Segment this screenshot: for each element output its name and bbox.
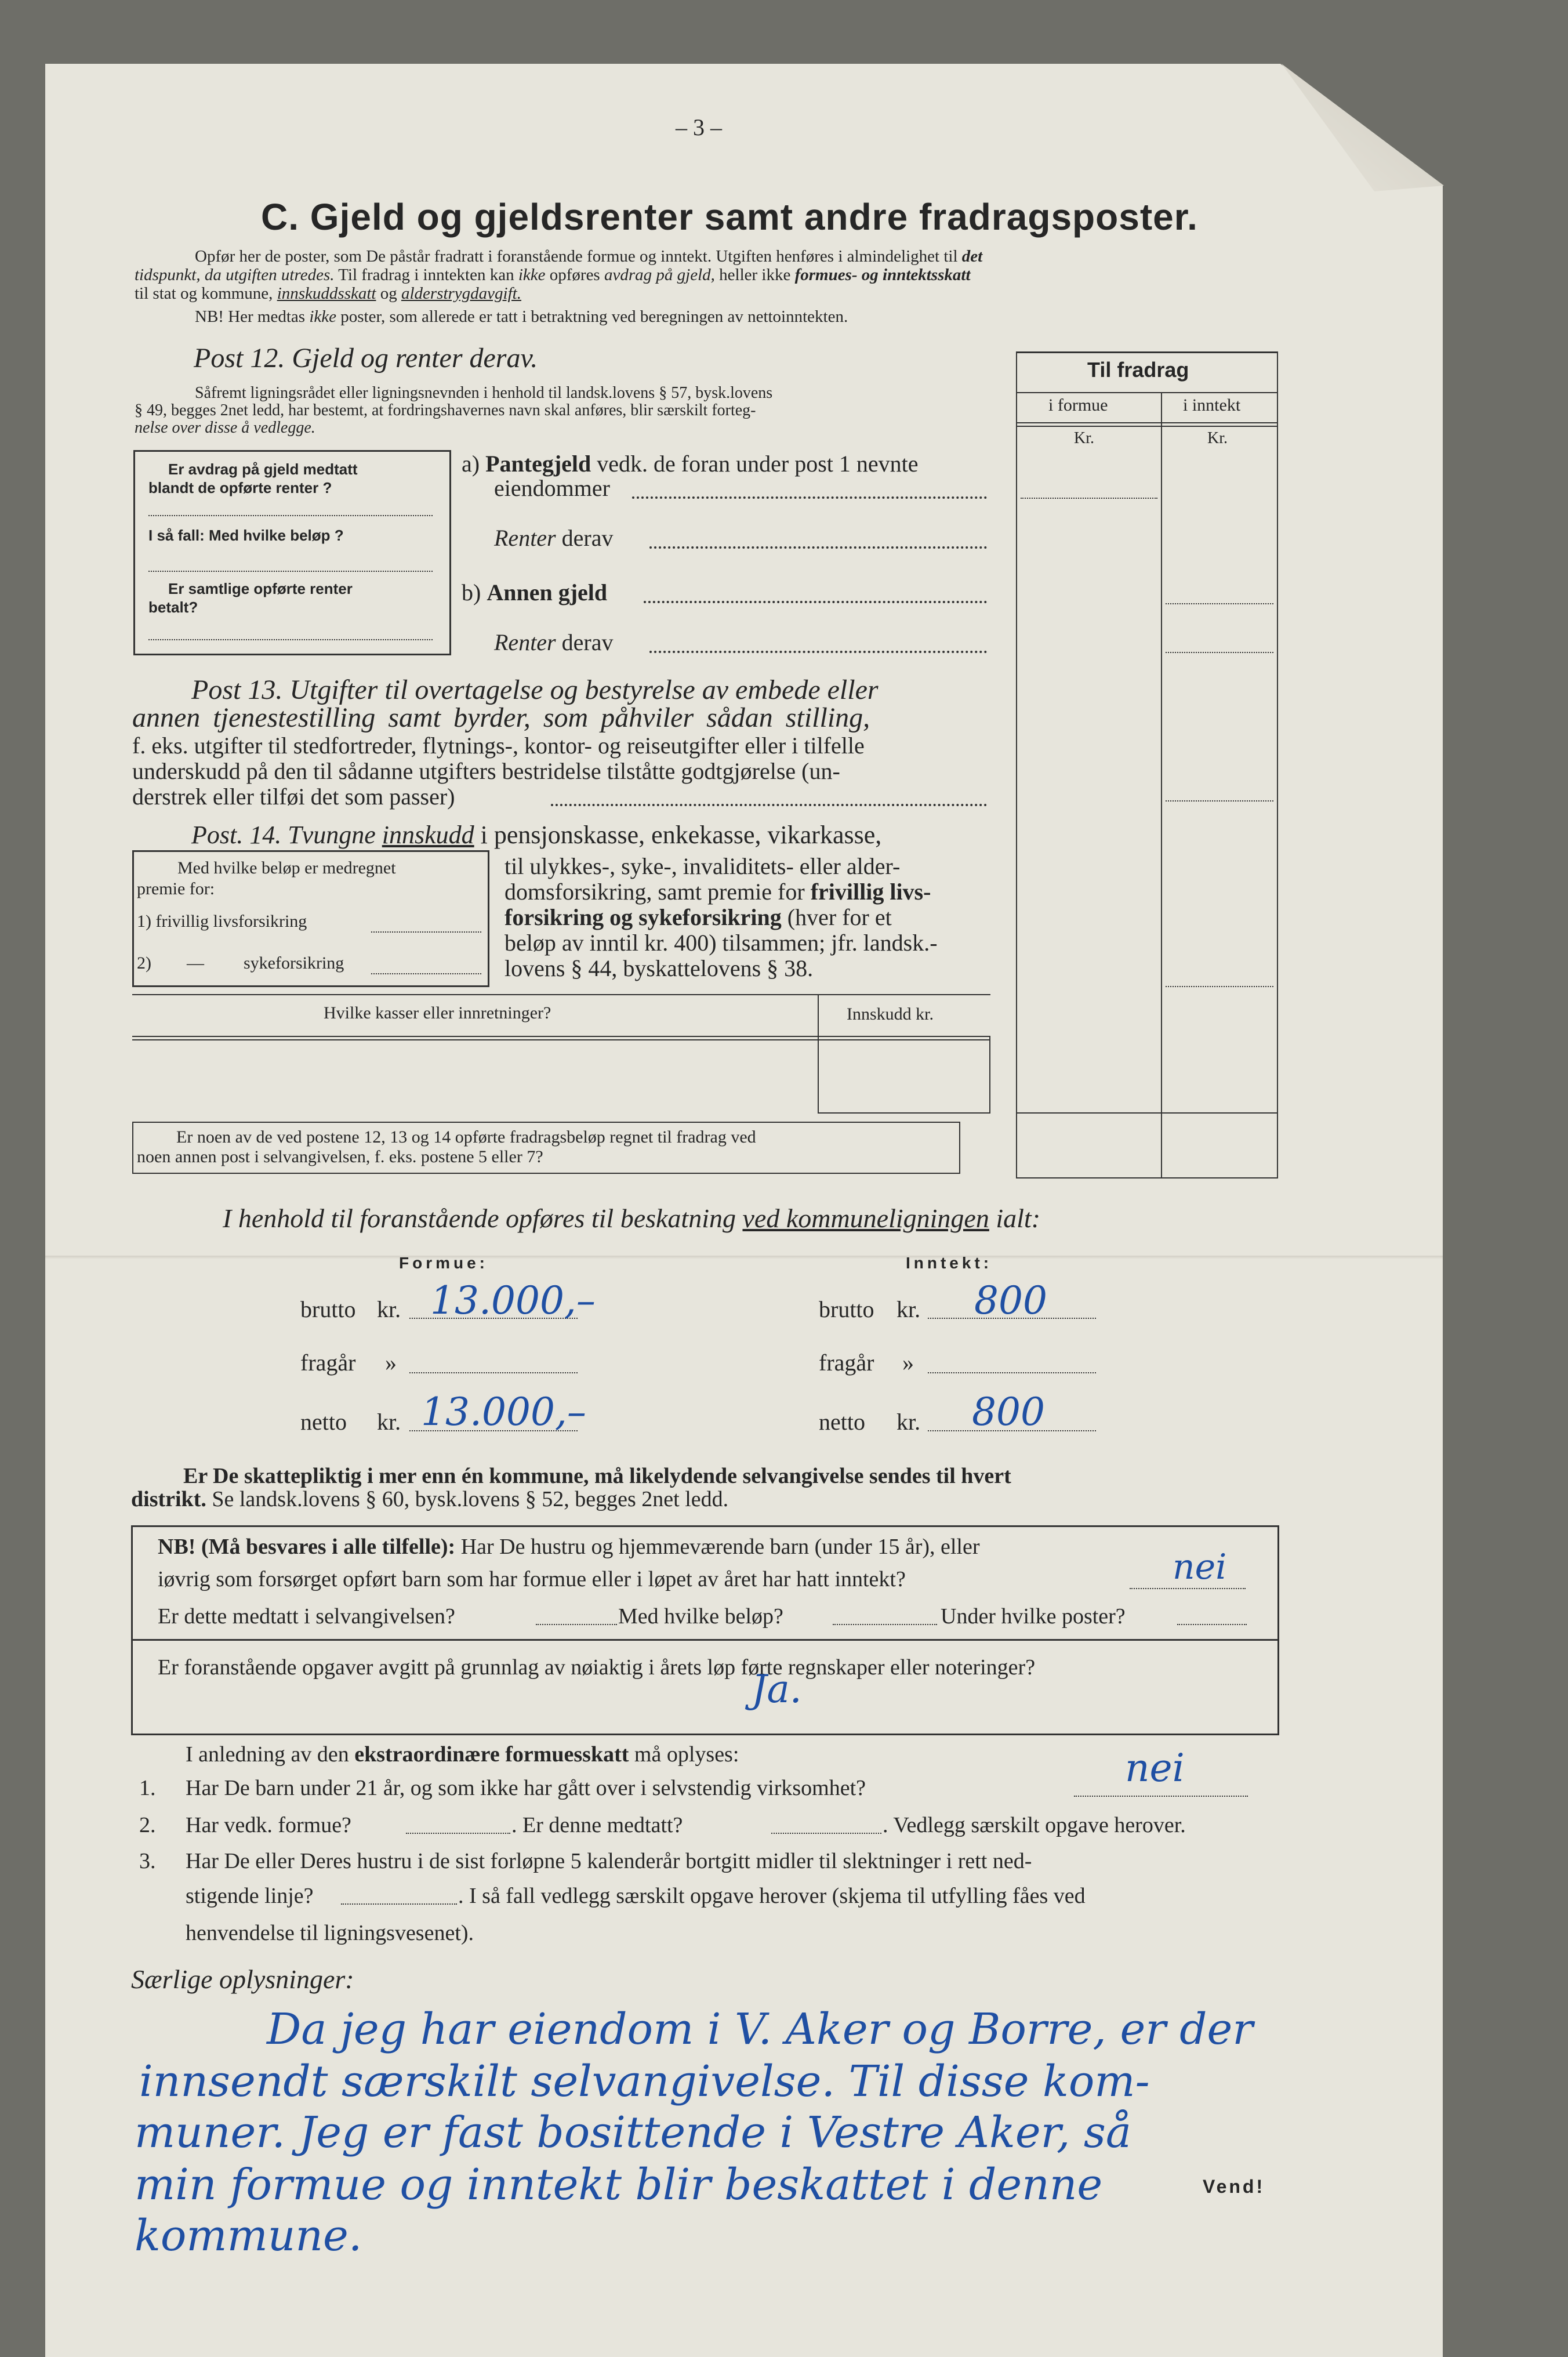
post12-a-line-2: eiendommer	[494, 475, 610, 501]
ekstra-intro: I anledning av den ekstraordinære formuesskatt må oplyses:	[186, 1742, 739, 1767]
formue-fragar-line	[409, 1372, 578, 1373]
col-formue-unit: Kr.	[1074, 429, 1094, 447]
inntekt-netto-label: netto	[819, 1409, 865, 1435]
table-top-rule	[1016, 351, 1278, 353]
inntekt-fragar-line	[928, 1372, 1096, 1373]
nb-line-1: NB! (Må besvares i alle tilfelle): Har De hustru og hjemmeværende barn (under 15 år), eller	[158, 1535, 980, 1559]
q-renter-answer-line	[148, 639, 433, 640]
table-subheader-rule-2	[1016, 426, 1278, 427]
premium-item-2-line	[371, 973, 481, 974]
formue-netto-label: netto	[300, 1409, 347, 1435]
handwritten-line-1: Da jeg har eiendom i V. Aker og Borre, er der	[267, 2004, 1253, 2054]
premium-item-2-num: 2)	[137, 953, 151, 973]
formue-label: Formue:	[399, 1254, 488, 1272]
inntekt-entry-line-2	[1166, 652, 1273, 653]
nb-answer-1-line	[1130, 1588, 1246, 1589]
paper-crease	[45, 1256, 1443, 1259]
handwritten-line-5: kommune.	[135, 2211, 362, 2261]
handwritten-line-2: innsendt særskilt selvangivelse. Til disse kom-	[139, 2057, 1150, 2106]
post13-line-4: underskudd på den til sådanne utgifters bestridelse tilståtte godtgjørelse (un-	[132, 758, 840, 784]
nb-line-2: iøvrig som forsørget opført barn som har formue eller i løpet av året har hatt inntekt?	[158, 1567, 906, 1591]
post12-a-dots	[632, 496, 987, 499]
nb-line-4: Er foranstående opgaver avgitt på grunnlag av nøiaktig i årets løp førte regnskaper eller noteringer?	[158, 1655, 1036, 1680]
post12-text-1: Såfremt ligningsrådet eller ligningsnevnden i henhold til landsk.lovens § 57, bysk.lovens	[195, 384, 773, 402]
handwritten-line-4: min formue og inntekt blir beskattet i denne	[135, 2160, 1103, 2210]
inntekt-netto-value: 800	[972, 1390, 1045, 1434]
post14-line-5: beløp av inntil kr. 400) tilsammen; jfr. landsk.-	[504, 930, 938, 956]
ekstra-q2b: . Er denne medtatt?	[511, 1813, 683, 1837]
nb-line-3b-answer	[833, 1624, 937, 1625]
nb-line-3b: Med hvilke beløp?	[618, 1604, 783, 1629]
table-subheader-rule	[1016, 422, 1278, 423]
premium-item-2-dash: —	[187, 953, 204, 973]
kasser-table-right	[989, 1036, 990, 1114]
intro-line-2: tidspunkt, da utgiften utredes. Til fradrag i inntekten kan ikke opføres avdrag på gjeld, heller ikke formues- og inntektsskatt	[135, 266, 971, 284]
formue-brutto-value: 13.000,–	[430, 1278, 596, 1323]
col-inntekt-header: i inntekt	[1183, 396, 1241, 415]
post14-line-4: forsikring og sykeforsikring (hver for et	[504, 904, 892, 930]
formue-brutto-label: brutto	[300, 1296, 356, 1322]
table-header-rule	[1016, 392, 1278, 393]
multi-kommune-line-2: distrikt. Se landsk.lovens § 60, bysk.lovens § 52, begges 2net ledd.	[131, 1487, 729, 1511]
post14-line-2: til ulykkes-, syke-, invaliditets- eller alder-	[504, 853, 901, 879]
kasser-col-header: Hvilke kasser eller innretninger?	[324, 1003, 551, 1022]
post14-line-6: lovens § 44, byskattelovens § 38.	[504, 955, 814, 981]
ekstra-q3-line-1: Har De eller Deres hustru i de sist forløpne 5 kalenderår bortgitt midler til slektninger i rett ned-	[186, 1849, 1032, 1873]
col-formue-header: i formue	[1048, 396, 1108, 415]
kasser-table-header-rule-2	[132, 1039, 990, 1040]
cross-ref-line-2: noen annen post i selvangivelsen, f. eks. postene 5 eller 7?	[137, 1147, 543, 1166]
ekstra-q3-line-2a: stigende linje?	[186, 1884, 314, 1908]
nb-answer-1: nei	[1173, 1547, 1227, 1587]
intro-line-1: Opfør her de poster, som De påstår fradratt i foranstående formue og inntekt. Utgiften henføres i almindelighet til det	[195, 247, 983, 266]
nb-box-divider	[131, 1639, 1278, 1641]
inntekt-netto-kr: kr.	[896, 1409, 921, 1435]
intro-line-4: NB! Her medtas ikke poster, som allerede er tatt i betraktning ved beregningen av nettoinntekten.	[195, 307, 848, 326]
summary-intro: I henhold til foranstående opføres til beskatning ved kommuneligningen ialt:	[223, 1203, 1041, 1233]
nb-answer-2: Ja.	[752, 1667, 802, 1711]
premium-box-title-2: premie for:	[137, 879, 215, 898]
ekstra-q3-num: 3.	[139, 1849, 156, 1873]
inntekt-fragar-ditto: »	[902, 1350, 914, 1376]
ekstra-q3-line-2b: . I så fall vedlegg særskilt opgave herover (skjema til utfylling fåes ved	[458, 1884, 1086, 1908]
intro-line-3: til stat og kommune, innskuddsskatt og alderstrygdavgift.	[135, 284, 521, 303]
premium-box-title-1: Med hvilke beløp er medregnet	[177, 858, 396, 877]
post13-dots	[551, 804, 987, 806]
table-left-border	[1016, 351, 1017, 1178]
ekstra-q2a: Har vedk. formue?	[186, 1813, 351, 1837]
kasser-table-bottom	[818, 1112, 990, 1114]
post13-line-1: Post 13. Utgifter til overtagelse og bestyrelse av embede eller	[191, 675, 879, 705]
formue-netto-kr: kr.	[377, 1409, 401, 1435]
inntekt-label: Inntekt:	[906, 1254, 993, 1272]
q-renter-2: betalt?	[148, 599, 198, 616]
table-middle-border	[1161, 392, 1162, 1178]
q-renter-1: Er samtlige opførte renter	[168, 580, 353, 597]
section-heading: C. Gjeld og gjeldsrenter samt andre fradragsposter.	[261, 196, 1198, 238]
table-right-border	[1277, 351, 1278, 1178]
ekstra-q3-line-2a-answer	[341, 1903, 457, 1905]
inntekt-brutto-kr: kr.	[896, 1296, 921, 1322]
inntekt-entry-line-3	[1166, 800, 1273, 802]
inntekt-entry-line-1	[1166, 603, 1273, 604]
post12-renter-2: Renter derav	[494, 629, 614, 655]
table-title: Til fradrag	[1087, 358, 1189, 382]
kasser-table-top	[132, 994, 990, 995]
page-number: – 3 –	[676, 114, 722, 140]
q-belop: I så fall: Med hvilke beløp ?	[148, 527, 344, 544]
premium-item-1-line	[371, 931, 481, 933]
col-inntekt-unit: Kr.	[1207, 429, 1228, 447]
post12-renter-1-dots	[649, 546, 987, 549]
ekstra-q1-num: 1.	[139, 1776, 156, 1800]
post13-line-5: derstrek eller tilføi det som passer)	[132, 784, 455, 810]
q-belop-answer-line	[148, 571, 433, 572]
nb-line-3a: Er dette medtatt i selvangivelsen?	[158, 1604, 455, 1629]
table-bottom-rule	[1016, 1177, 1278, 1178]
cross-ref-line-1: Er noen av de ved postene 12, 13 og 14 opførte fradragsbeløp regnet til fradrag ved	[176, 1127, 756, 1147]
formue-fragar-label: fragår	[300, 1350, 356, 1376]
post14-line-3: domsforsikring, samt premie for frivillig livs-	[504, 879, 931, 905]
kasser-table-divider	[818, 994, 819, 1114]
formue-netto-value: 13.000,–	[421, 1390, 586, 1434]
post12-b-line: b) Annen gjeld	[462, 579, 608, 605]
nb-line-3a-answer	[536, 1624, 617, 1625]
handwritten-line-3: muner. Jeg er fast bosittende i Vestre Aker, så	[135, 2108, 1132, 2157]
nb-line-3c-answer	[1177, 1624, 1247, 1625]
formue-fragar-ditto: »	[385, 1350, 397, 1376]
inntekt-fragar-label: fragår	[819, 1350, 874, 1376]
q-avdrag-answer-line	[148, 515, 433, 516]
q-avdrag-1: Er avdrag på gjeld medtatt	[168, 460, 358, 478]
post14-title: Post. 14. Tvungne innskudd i pensjonskasse, enkekasse, vikarkasse,	[191, 821, 882, 849]
post13-line-2: annen tjenestestilling samt byrder, som påhviler sådan stilling,	[132, 702, 870, 733]
post13-line-3: f. eks. utgifter til stedfortreder, flytnings-, kontor- og reiseutgifter eller i tilfelle	[132, 733, 865, 759]
inntekt-brutto-label: brutto	[819, 1296, 874, 1322]
inntekt-brutto-value: 800	[974, 1278, 1047, 1323]
innskudd-col-header: Innskudd kr.	[847, 1005, 934, 1024]
inntekt-entry-line-4	[1166, 986, 1273, 987]
formue-entry-line	[1021, 498, 1157, 499]
premium-item-1: 1) frivillig livsforsikring	[137, 912, 307, 931]
ekstra-q1-answer: nei	[1125, 1746, 1185, 1790]
kasser-table-header-rule	[132, 1036, 990, 1037]
multi-kommune-line-1: Er De skattepliktig i mer enn én kommune, må likelydende selvangivelse sendes til hvert	[183, 1464, 1011, 1488]
post12-title: Post 12. Gjeld og renter derav.	[194, 343, 538, 374]
nb-line-3c: Under hvilke poster?	[941, 1604, 1126, 1629]
ekstra-q2b-line	[771, 1833, 881, 1834]
ekstra-q2c: . Vedlegg særskilt opgave herover.	[883, 1813, 1186, 1837]
formue-brutto-kr: kr.	[377, 1296, 401, 1322]
ekstra-q1: Har De barn under 21 år, og som ikke har gått over i selvstendig virksomhet?	[186, 1776, 866, 1800]
special-info-label: Særlige oplysninger:	[131, 1964, 354, 1994]
post12-b-dots	[644, 601, 987, 603]
ekstra-q2a-line	[406, 1833, 510, 1834]
ekstra-q2-num: 2.	[139, 1813, 156, 1837]
post12-a-line: a) Pantegjeld vedk. de foran under post 1 nevnte	[462, 451, 919, 477]
premium-item-2: sykeforsikring	[244, 953, 344, 973]
post12-text-2: § 49, begges 2net ledd, har bestemt, at fordringshavernes navn skal anføres, blir særskilt forteg-	[135, 401, 756, 419]
post12-renter-2-dots	[649, 651, 987, 653]
ekstra-q3-line-3: henvendelse til ligningsvesenet).	[186, 1921, 474, 1945]
turn-page-label: Vend!	[1203, 2176, 1265, 2197]
table-total-rule	[1016, 1112, 1278, 1114]
ekstra-q1-line	[1074, 1796, 1248, 1797]
q-avdrag-2: blandt de opførte renter ?	[148, 479, 332, 496]
post12-text-3: nelse over disse å vedlegge.	[135, 419, 315, 437]
post12-renter-1: Renter derav	[494, 525, 614, 551]
